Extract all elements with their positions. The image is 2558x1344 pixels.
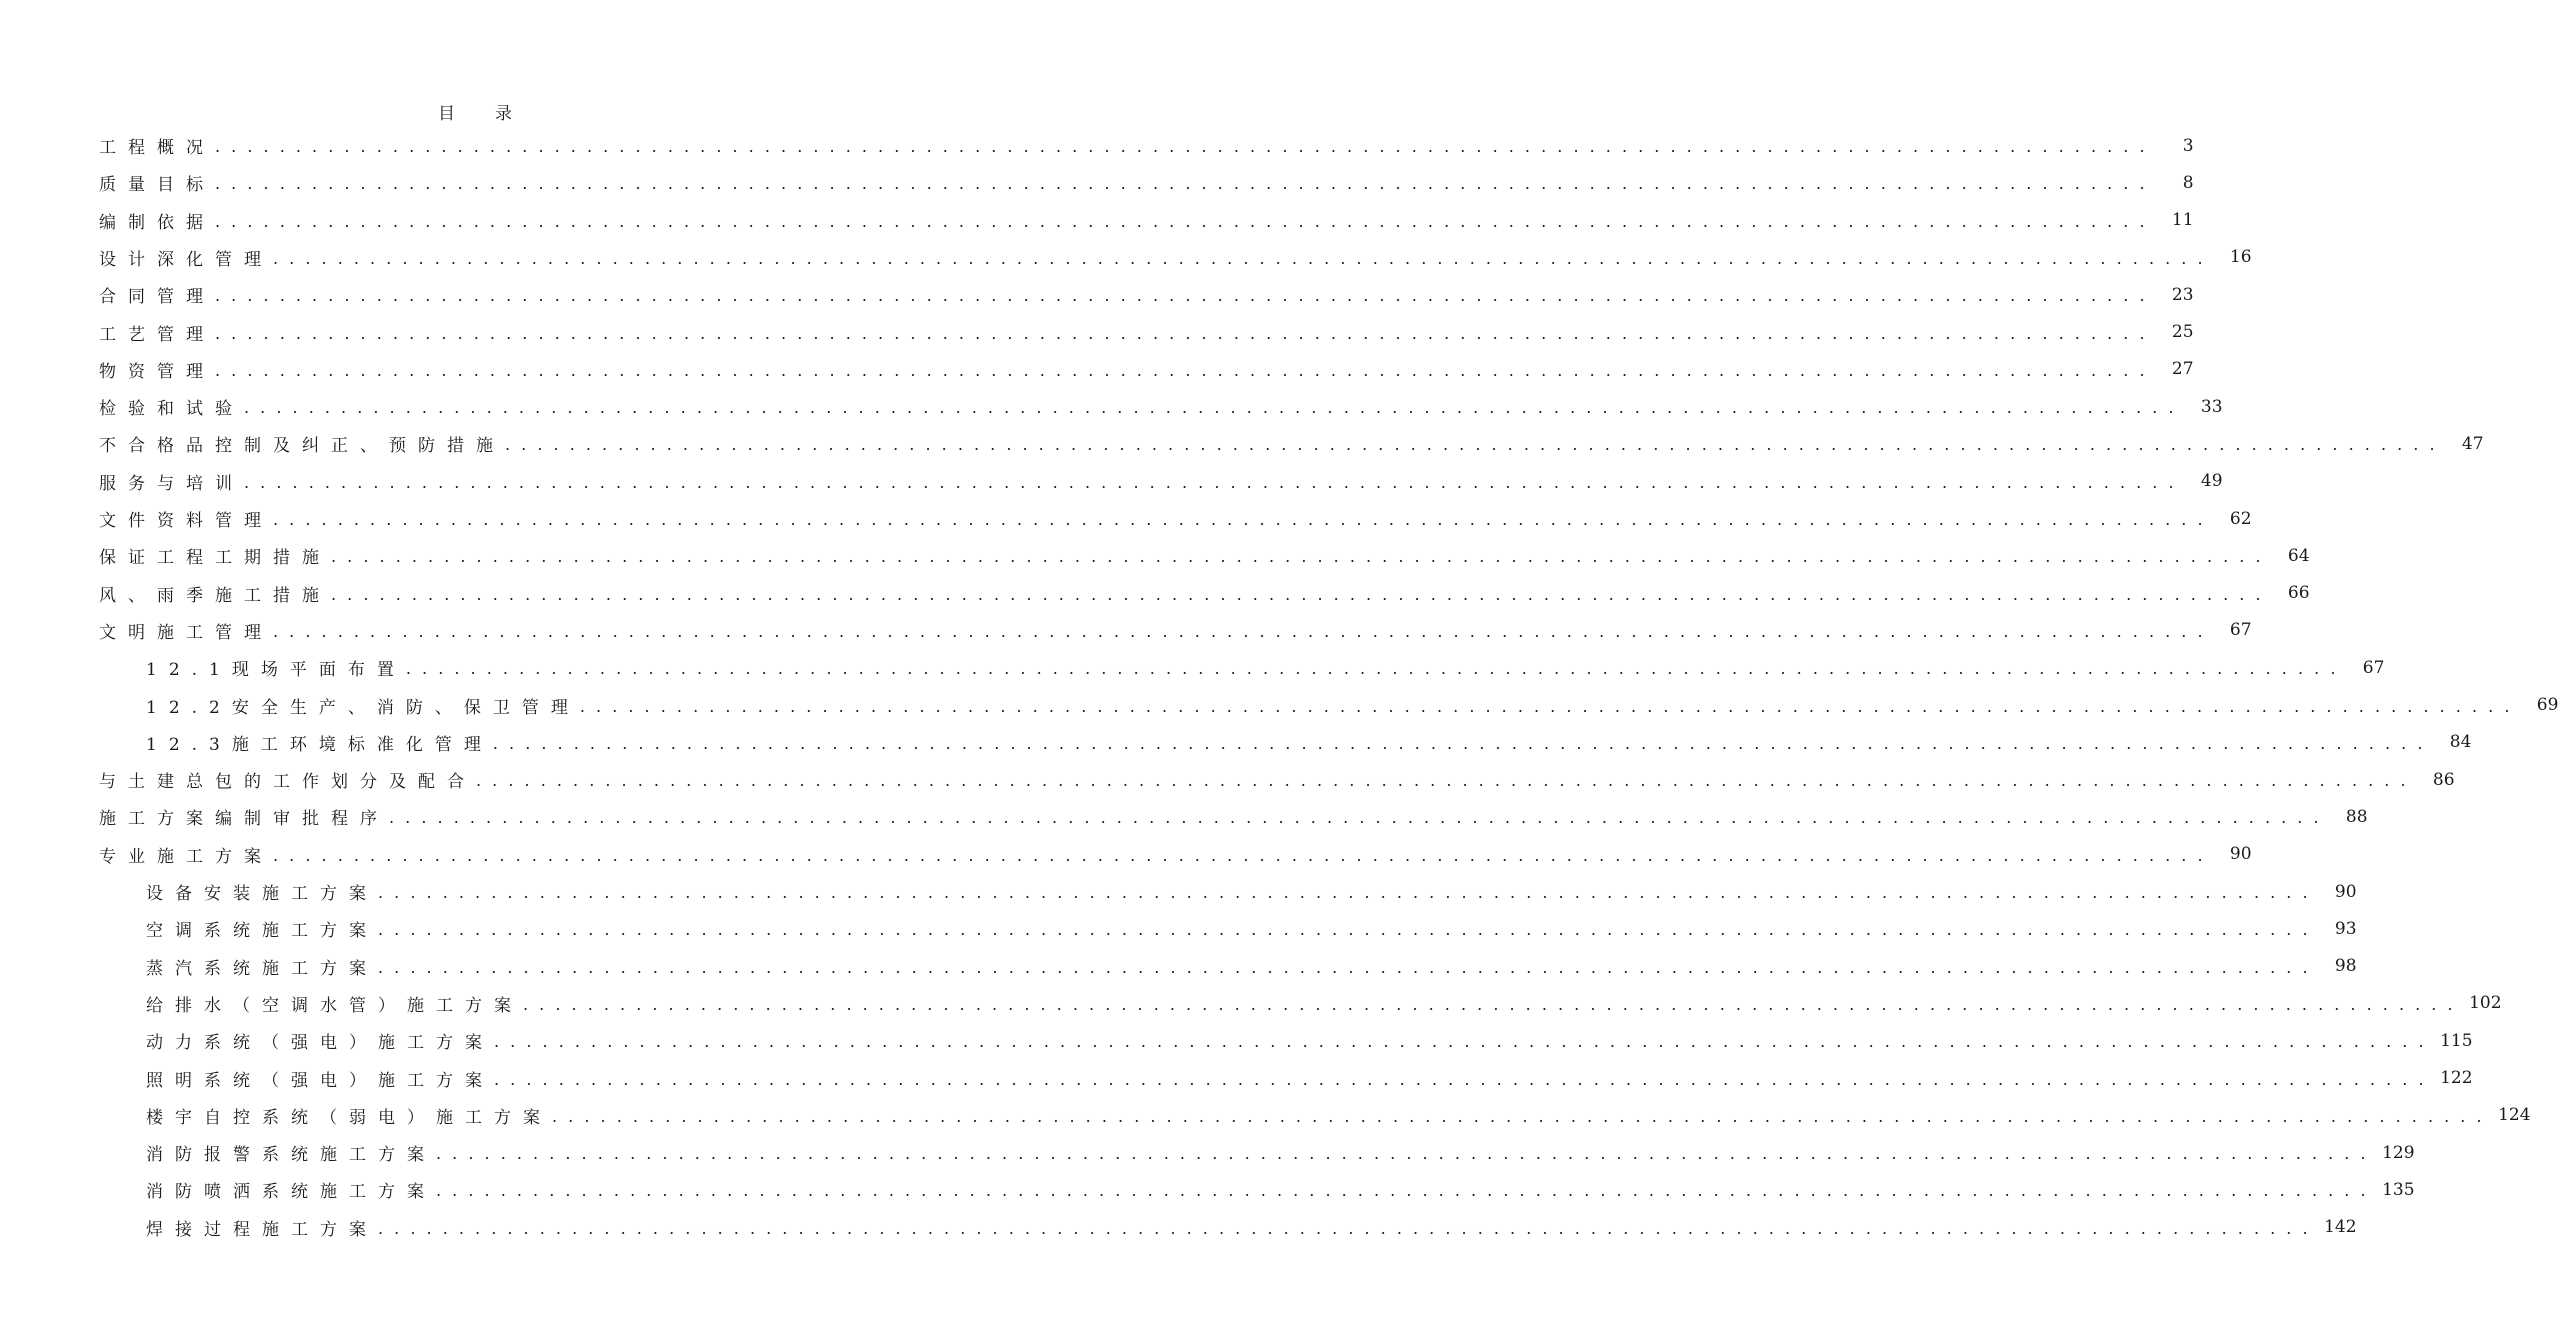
toc-entry[interactable]	[99, 351, 2194, 388]
toc-dot-leader: . . . . . . . . . . . . . . . . . . . . . . . . . . . . . . . . . . . . . . . . . . . . . . . . . . . . . . . . . . . . . . . . . . . . . . . . . . . . . . . . . . . . . . . . . . . . . . . . . . . . . . . . . . . . . . . . . . . . . . . .	[244, 398, 2177, 418]
toc-entry[interactable]	[99, 612, 2252, 649]
toc-entry[interactable]	[99, 463, 2223, 500]
toc-entry[interactable]	[99, 537, 2310, 574]
toc-entry-page-number: 129	[2382, 1142, 2415, 1163]
toc-dot-leader: . . . . . . . . . . . . . . . . . . . . . . . . . . . . . . . . . . . . . . . . . . . . . . . . . . . . . . . . . . . . . . . . . . . . . . . . . . . . . . . . . . . . . . . . . . . . . . . . . . . . . . . . . . . . . . . . . . . . . . . .	[405, 659, 2339, 679]
toc-entry[interactable]	[99, 425, 2484, 462]
toc-dot-leader: . . . . . . . . . . . . . . . . . . . . . . . . . . . . . . . . . . . . . . . . . . . . . . . . . . . . . . . . . . . . . . . . . . . . . . . . . . . . . . . . . . . . . . . . . . . . . . . . . . . . . . . . . . . . . . . . . . . . . . . .	[389, 808, 2322, 828]
toc-entry[interactable]	[146, 649, 2385, 686]
toc-entry-page-number: 8	[2182, 172, 2194, 193]
toc-dot-leader: . . . . . . . . . . . . . . . . . . . . . . . . . . . . . . . . . . . . . . . . . . . . . . . . . . . . . . . . . . . . . . . . . . . . . . . . . . . . . . . . . . . . . . . . . . . . . . . . . . . . . . . . . . . . . . . . . . . . . . . .	[273, 510, 2206, 529]
toc-entry[interactable]	[146, 1209, 2357, 1246]
toc-entry[interactable]	[99, 761, 2455, 798]
toc-entry-page-number: 62	[2229, 508, 2252, 529]
toc-entry[interactable]	[99, 388, 2223, 425]
toc-entry[interactable]	[99, 276, 2194, 313]
toc-entry-page-number: 142	[2324, 1217, 2357, 1238]
toc-entry-page-number: 66	[2287, 583, 2310, 604]
toc-entry-label: 12.3施工环境标准化管理	[146, 734, 493, 755]
toc-entry[interactable]	[99, 164, 2194, 201]
toc-dot-leader: . . . . . . . . . . . . . . . . . . . . . . . . . . . . . . . . . . . . . . . . . . . . . . . . . . . . . . . . . . . . . . . . . . . . . . . . . . . . . . . . . . . . . . . . . . . . . . . . . . . . . . . . . . . . . . . . . . . . . . . .	[436, 1181, 2369, 1201]
toc-entry-page-number: 27	[2171, 359, 2194, 380]
toc-dot-leader: . . . . . . . . . . . . . . . . . . . . . . . . . . . . . . . . . . . . . . . . . . . . . . . . . . . . . . . . . . . . . . . . . . . . . . . . . . . . . . . . . . . . . . . . . . . . . . . . . . . . . . . . . . . . . . . . . . . . . . . .	[215, 286, 2148, 306]
toc-entry[interactable]	[99, 836, 2252, 873]
toc-entry-page-number: 124	[2498, 1105, 2531, 1126]
toc-entry-page-number: 69	[2536, 695, 2558, 715]
toc-entry-label: 检验和试验	[99, 399, 244, 420]
toc-entry-page-number: 11	[2171, 210, 2194, 231]
toc-entry[interactable]	[99, 239, 2252, 276]
toc-entry[interactable]	[146, 910, 2357, 947]
toc-entry[interactable]	[146, 1022, 2473, 1059]
toc-entry-page-number: 86	[2432, 769, 2455, 790]
toc-entry[interactable]	[146, 1060, 2473, 1097]
toc-entry[interactable]	[146, 873, 2357, 910]
toc-dot-leader: . . . . . . . . . . . . . . . . . . . . . . . . . . . . . . . . . . . . . . . . . . . . . . . . . . . . . . . . . . . . . . . . . . . . . . . . . . . . . . . . . . . . . . . . . . . . . . . . . . . . . . . . . . . . . . . . . . . . . . . .	[552, 1106, 2485, 1126]
toc-dot-leader: . . . . . . . . . . . . . . . . . . . . . . . . . . . . . . . . . . . . . . . . . . . . . . . . . . . . . . . . . . . . . . . . . . . . . . . . . . . . . . . . . . . . . . . . . . . . . . . . . . . . . . . . . . . . . . . . . . . . . . . .	[378, 1218, 2311, 1238]
toc-dot-leader: . . . . . . . . . . . . . . . . . . . . . . . . . . . . . . . . . . . . . . . . . . . . . . . . . . . . . . . . . . . . . . . . . . . . . . . . . . . . . . . . . . . . . . . . . . . . . . . . . . . . . . . . . . . . . . . . . . . . . . . .	[215, 174, 2148, 194]
toc-dot-leader: . . . . . . . . . . . . . . . . . . . . . . . . . . . . . . . . . . . . . . . . . . . . . . . . . . . . . . . . . . . . . . . . . . . . . . . . . . . . . . . . . . . . . . . . . . . . . . . . . . . . . . . . . . . . . . . . . . . . . . . .	[273, 248, 2206, 268]
toc-entry-label: 焊接过程施工方案	[146, 1219, 378, 1240]
toc-entry-label: 专业施工方案	[99, 846, 273, 867]
toc-entry[interactable]	[146, 724, 2472, 761]
toc-dot-leader: . . . . . . . . . . . . . . . . . . . . . . . . . . . . . . . . . . . . . . . . . . . . . . . . . . . . . . . . . . . . . . . . . . . . . . . . . . . . . . . . . . . . . . . . . . . . . . . . . . . . . . . . . . . . . . . . . . . . . . . .	[505, 435, 2438, 455]
toc-dot-leader: . . . . . . . . . . . . . . . . . . . . . . . . . . . . . . . . . . . . . . . . . . . . . . . . . . . . . . . . . . . . . . . . . . . . . . . . . . . . . . . . . . . . . . . . . . . . . . . . . . . . . . . . . . . . . . . . . . . . . . . .	[244, 472, 2177, 492]
toc-entry-page-number: 90	[2229, 844, 2252, 865]
toc-dot-leader: . . . . . . . . . . . . . . . . . . . . . . . . . . . . . . . . . . . . . . . . . . . . . . . . . . . . . . . . . . . . . . . . . . . . . . . . . . . . . . . . . . . . . . . . . . . . . . . . . . . . . . . . . . . . . . . . . . . . . . . .	[523, 994, 2456, 1014]
toc-dot-leader: . . . . . . . . . . . . . . . . . . . . . . . . . . . . . . . . . . . . . . . . . . . . . . . . . . . . . . . . . . . . . . . . . . . . . . . . . . . . . . . . . . . . . . . . . . . . . . . . . . . . . . . . . . . . . . . . . . . . . . . .	[476, 771, 2409, 791]
toc-entry-page-number: 33	[2200, 396, 2223, 417]
toc-dot-leader: . . . . . . . . . . . . . . . . . . . . . . . . . . . . . . . . . . . . . . . . . . . . . . . . . . . . . . . . . . . . . . . . . . . . . . . . . . . . . . . . . . . . . . . . . . . . . . . . . . . . . . . . . . . . . . . . . . . . . . . .	[215, 323, 2148, 343]
toc-entry-label: 空调系统施工方案	[146, 921, 378, 942]
toc-entry[interactable]	[146, 1134, 2415, 1171]
toc-dot-leader: . . . . . . . . . . . . . . . . . . . . . . . . . . . . . . . . . . . . . . . . . . . . . . . . . . . . . . . . . . . . . . . . . . . . . . . . . . . . . . . . . . . . . . . . . . . . . . . . . . . . . . . . . . . . . . . . . . . . . . . .	[579, 696, 2513, 716]
toc-dot-leader: . . . . . . . . . . . . . . . . . . . . . . . . . . . . . . . . . . . . . . . . . . . . . . . . . . . . . . . . . . . . . . . . . . . . . . . . . . . . . . . . . . . . . . . . . . . . . . . . . . . . . . . . . . . . . . . . . . . . . . . .	[215, 360, 2148, 380]
toc-dot-leader: . . . . . . . . . . . . . . . . . . . . . . . . . . . . . . . . . . . . . . . . . . . . . . . . . . . . . . . . . . . . . . . . . . . . . . . . . . . . . . . . . . . . . . . . . . . . . . . . . . . . . . . . . . . . . . . . . . . . . . . .	[494, 1032, 2427, 1052]
toc-entry-label: 文明施工管理	[99, 622, 273, 643]
toc-entry-label: 工程概况	[99, 138, 215, 158]
toc-dot-leader: . . . . . . . . . . . . . . . . . . . . . . . . . . . . . . . . . . . . . . . . . . . . . . . . . . . . . . . . . . . . . . . . . . . . . . . . . . . . . . . . . . . . . . . . . . . . . . . . . . . . . . . . . . . . . . . . . . . . . . . .	[378, 883, 2311, 902]
toc-entry-label: 文件资料管理	[99, 511, 273, 531]
toc-entry-label: 设备安装施工方案	[146, 884, 378, 904]
toc-entry-label: 照明系统（强电）施工方案	[146, 1070, 494, 1091]
toc-entry-label: 蒸汽系统施工方案	[146, 958, 378, 979]
toc-entry-label: 12.1现场平面布置	[146, 660, 406, 681]
toc-entry-page-number: 102	[2469, 993, 2502, 1014]
toc-entry-page-number: 90	[2334, 881, 2357, 902]
toc-entry-label: 设计深化管理	[99, 249, 273, 270]
toc-entry[interactable]	[99, 798, 2368, 835]
toc-title: 目录	[438, 104, 552, 124]
toc-entry-page-number: 67	[2229, 620, 2252, 641]
toc-entry-page-number: 98	[2334, 956, 2357, 977]
toc-entry[interactable]	[146, 687, 2558, 724]
toc-dot-leader: . . . . . . . . . . . . . . . . . . . . . . . . . . . . . . . . . . . . . . . . . . . . . . . . . . . . . . . . . . . . . . . . . . . . . . . . . . . . . . . . . . . . . . . . . . . . . . . . . . . . . . . . . . . . . . . . . . . . . . . .	[378, 957, 2311, 977]
toc-entry[interactable]	[99, 314, 2194, 351]
toc-entry-label: 12.2安全生产、消防、保卫管理	[146, 697, 580, 718]
toc-entry[interactable]	[146, 1171, 2415, 1208]
toc-dot-leader: . . . . . . . . . . . . . . . . . . . . . . . . . . . . . . . . . . . . . . . . . . . . . . . . . . . . . . . . . . . . . . . . . . . . . . . . . . . . . . . . . . . . . . . . . . . . . . . . . . . . . . . . . . . . . . . . . . . . . . . .	[273, 845, 2206, 865]
toc-entry-page-number: 64	[2287, 545, 2310, 566]
toc-entry[interactable]	[146, 985, 2502, 1022]
toc-entry-page-number: 47	[2461, 433, 2484, 454]
toc-dot-leader: . . . . . . . . . . . . . . . . . . . . . . . . . . . . . . . . . . . . . . . . . . . . . . . . . . . . . . . . . . . . . . . . . . . . . . . . . . . . . . . . . . . . . . . . . . . . . . . . . . . . . . . . . . . . . . . . . . . . . . . .	[331, 584, 2264, 604]
toc-entry-label: 动力系统（强电）施工方案	[146, 1033, 494, 1054]
toc-entry-page-number: 115	[2440, 1030, 2473, 1051]
toc-entry-label: 工艺管理	[99, 324, 215, 345]
toc-entry-page-number: 49	[2200, 471, 2223, 492]
toc-entry-page-number: 122	[2440, 1068, 2473, 1088]
toc-dot-leader: . . . . . . . . . . . . . . . . . . . . . . . . . . . . . . . . . . . . . . . . . . . . . . . . . . . . . . . . . . . . . . . . . . . . . . . . . . . . . . . . . . . . . . . . . . . . . . . . . . . . . . . . . . . . . . . . . . . . . . . .	[215, 137, 2148, 156]
toc-entry-label: 风、雨季施工措施	[99, 585, 331, 606]
toc-entry-label: 物资管理	[99, 361, 215, 382]
toc-entry-page-number: 3	[2182, 135, 2194, 156]
toc-entry-label: 保证工程工期措施	[99, 548, 331, 569]
toc-dot-leader: . . . . . . . . . . . . . . . . . . . . . . . . . . . . . . . . . . . . . . . . . . . . . . . . . . . . . . . . . . . . . . . . . . . . . . . . . . . . . . . . . . . . . . . . . . . . . . . . . . . . . . . . . . . . . . . . . . . . . . . .	[378, 920, 2311, 940]
toc-entry-page-number: 25	[2171, 322, 2194, 342]
toc-entry-label: 与土建总包的工作划分及配合	[99, 772, 476, 793]
toc-entry-page-number: 88	[2345, 806, 2368, 827]
toc-entry-page-number: 67	[2362, 657, 2385, 678]
toc-entry[interactable]	[99, 575, 2310, 612]
toc-entry-label: 楼宇自控系统（弱电）施工方案	[146, 1107, 552, 1128]
toc-entry[interactable]	[99, 127, 2194, 164]
toc-dot-leader: . . . . . . . . . . . . . . . . . . . . . . . . . . . . . . . . . . . . . . . . . . . . . . . . . . . . . . . . . . . . . . . . . . . . . . . . . . . . . . . . . . . . . . . . . . . . . . . . . . . . . . . . . . . . . . . . . . . . . . . .	[215, 211, 2148, 231]
toc-entry-label: 消防报警系统施工方案	[146, 1145, 436, 1166]
toc-entry[interactable]	[99, 202, 2194, 239]
toc-entry[interactable]	[146, 1097, 2531, 1134]
toc-entry-label: 编制依据	[99, 212, 215, 233]
toc-entry-label: 服务与培训	[99, 473, 244, 494]
toc-entry-label: 不合格品控制及纠正、预防措施	[99, 436, 505, 457]
toc-entry-page-number: 16	[2229, 247, 2252, 268]
toc-entry[interactable]	[146, 948, 2357, 985]
toc-entry-label: 质量目标	[99, 175, 215, 196]
toc-entry-label: 合同管理	[99, 287, 215, 308]
toc-dot-leader: . . . . . . . . . . . . . . . . . . . . . . . . . . . . . . . . . . . . . . . . . . . . . . . . . . . . . . . . . . . . . . . . . . . . . . . . . . . . . . . . . . . . . . . . . . . . . . . . . . . . . . . . . . . . . . . . . . . . . . . .	[331, 547, 2264, 567]
toc-dot-leader: . . . . . . . . . . . . . . . . . . . . . . . . . . . . . . . . . . . . . . . . . . . . . . . . . . . . . . . . . . . . . . . . . . . . . . . . . . . . . . . . . . . . . . . . . . . . . . . . . . . . . . . . . . . . . . . . . . . . . . . .	[436, 1144, 2369, 1164]
toc-entry-label: 施工方案编制审批程序	[99, 809, 389, 830]
toc-entry-page-number: 84	[2449, 732, 2472, 753]
toc-dot-leader: . . . . . . . . . . . . . . . . . . . . . . . . . . . . . . . . . . . . . . . . . . . . . . . . . . . . . . . . . . . . . . . . . . . . . . . . . . . . . . . . . . . . . . . . . . . . . . . . . . . . . . . . . . . . . . . . . . . . . . . .	[273, 621, 2206, 641]
toc-entry-label: 消防喷洒系统施工方案	[146, 1182, 436, 1203]
toc-entry-page-number: 135	[2382, 1179, 2415, 1200]
toc-entry-page-number: 23	[2171, 284, 2194, 305]
toc-dot-leader: . . . . . . . . . . . . . . . . . . . . . . . . . . . . . . . . . . . . . . . . . . . . . . . . . . . . . . . . . . . . . . . . . . . . . . . . . . . . . . . . . . . . . . . . . . . . . . . . . . . . . . . . . . . . . . . . . . . . . . . .	[494, 1069, 2427, 1089]
toc-entry-page-number: 93	[2334, 918, 2357, 939]
toc-dot-leader: . . . . . . . . . . . . . . . . . . . . . . . . . . . . . . . . . . . . . . . . . . . . . . . . . . . . . . . . . . . . . . . . . . . . . . . . . . . . . . . . . . . . . . . . . . . . . . . . . . . . . . . . . . . . . . . . . . . . . . . .	[492, 733, 2426, 753]
toc-entry[interactable]	[99, 500, 2252, 537]
toc-entry-label: 给排水（空调水管）施工方案	[146, 995, 523, 1016]
